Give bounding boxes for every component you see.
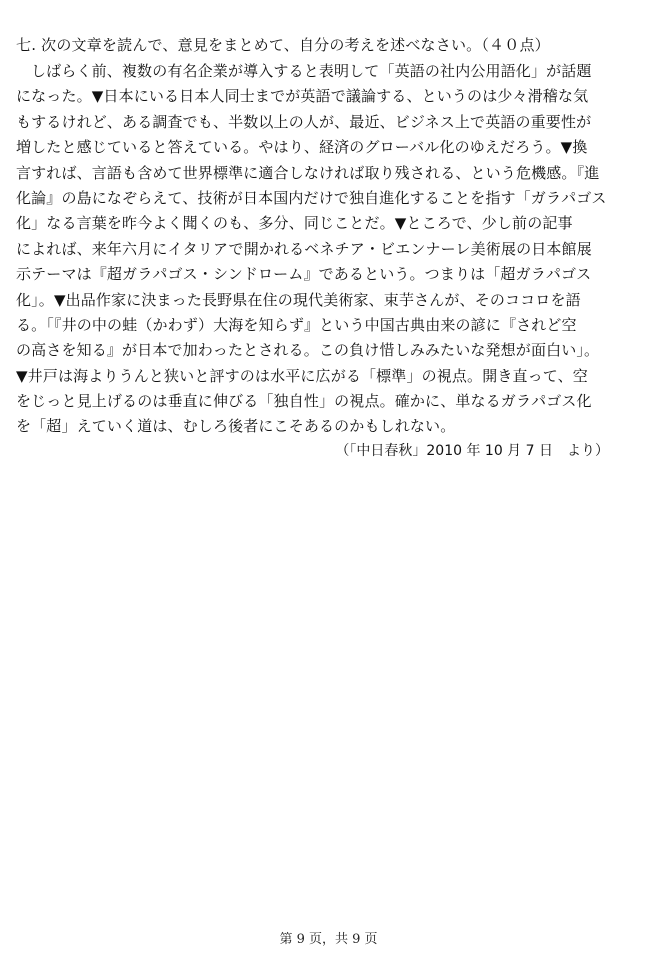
reading-passage <box>16 59 642 440</box>
passage-line: 化論』の島になぞらえて、技術が日本国内だけで独自進化することを指す「ガラパゴス <box>16 188 607 207</box>
passage-line: しばらく前、複数の有名企業が導入すると表明して「英語の社内公用語化」が話題 <box>31 62 592 80</box>
passage-line: 増したと感じていると答えている。やはり、経済のグローバル化のゆえだろう。▼換 <box>16 138 588 157</box>
passage-line: の高さを知る』が日本で加わったとされる。この負け惜しみみたいな発想が面白い」。 <box>16 341 600 360</box>
question-heading: 七. 次の文章を読んで、意見をまとめて、自分の考えを述べなさい。（４０点） <box>16 36 550 54</box>
passage-line: 言すれば、言語も含めて世界標準に適合しなければ取り残される、という危機感。『進 <box>16 163 600 182</box>
passage-line: もするけれど、ある調査でも、半数以上の人が、最近、ビジネス上で英語の重要性が <box>16 112 592 131</box>
passage-line: 化」なる言葉を昨今よく聞くのも、多分、同じことだ。▼ところで、少し前の記事 <box>16 214 573 233</box>
passage-line: になった。▼日本にいる日本人同士までが英語で議論する、というのは少々滑稽な気 <box>16 87 589 106</box>
passage-line: る。「『井の中の蛙（かわず）大海を知らず』という中国古典由来の諺に『されど空 <box>16 315 577 334</box>
page-number-footer: 第 9 页，共 9 页 <box>279 932 378 947</box>
passage-source: （「中日春秋」2010 年 10 月 7 日 より） <box>335 443 609 459</box>
passage-line: 示テーマは『超ガラパゴス・シンドローム』であるという。つまりは「超ガラパゴス <box>16 265 592 284</box>
passage-line: を「超」えていく道は、むしろ後者にこそあるのかもしれない。 <box>16 417 456 436</box>
passage-line: によれば、来年六月にイタリアで開かれるベネチア・ビエンナーレ美術展の日本館展 <box>16 239 592 258</box>
passage-line: をじっと見上げるのは垂直に伸びる「独自性」の視点。確かに、単なるガラパゴス化 <box>16 392 592 411</box>
passage-line: ▼井戸は海よりうんと狭いと評すのは水平に広がる「標準」の視点。開き直って、空 <box>16 366 588 385</box>
passage-line: 化」。▼出品作家に決まった長野県在住の現代美術家、束芋さんが、そのココロを語 <box>16 290 581 309</box>
